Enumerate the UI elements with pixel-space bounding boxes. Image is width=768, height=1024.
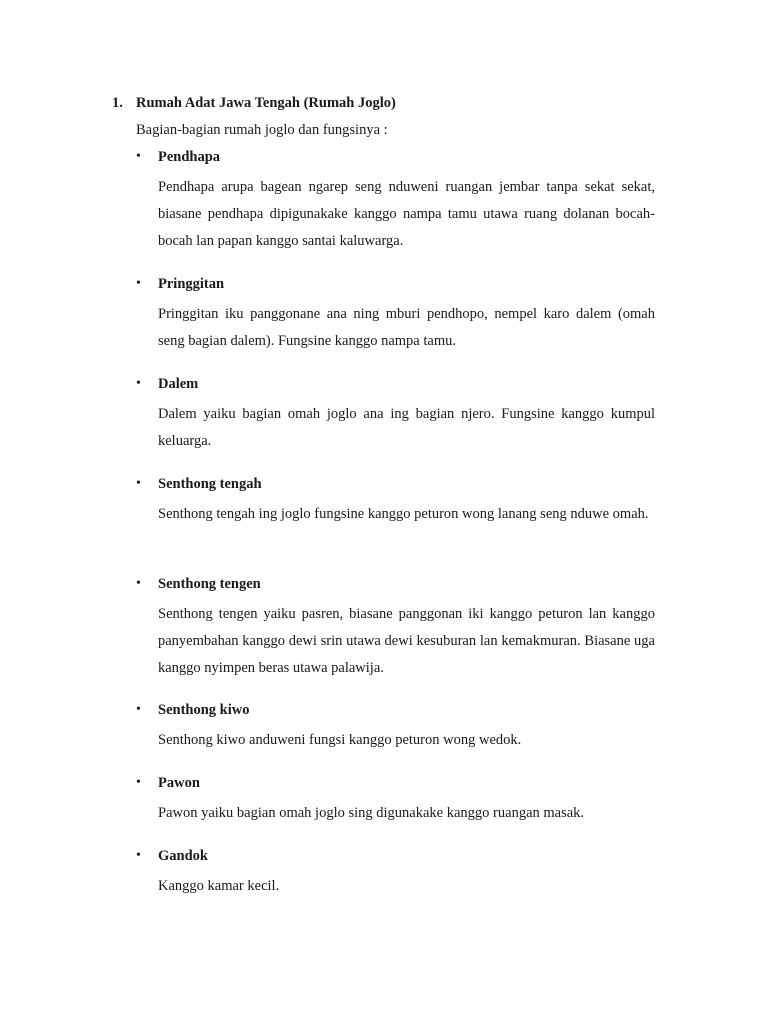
bullet-icon: •	[136, 276, 141, 291]
list-item-pringgitan	[136, 274, 656, 355]
list-item-senthong-tengah	[136, 474, 656, 528]
intro-text: Bagian-bagian rumah joglo dan fungsinya :	[136, 122, 388, 138]
bullet-icon: •	[136, 376, 141, 391]
item-description: Pringgitan iku panggonane ana ning mburi pendhopo, nempel karo dalem (omah seng bagian dalem). Fungsine kanggo nampa tamu.	[158, 306, 655, 349]
bullet-icon: •	[136, 702, 141, 717]
item-description: Pendhapa arupa bagean ngarep seng nduweni ruangan jembar tanpa sekat sekat, biasane pendhapa dipigunakake kanggo nampa tamu utawa ruang dolanan bocah-bocah lan papan kanggo santai kaluwarga.	[158, 179, 655, 249]
item-title: Dalem	[158, 376, 199, 392]
item-title: Gandok	[158, 848, 208, 864]
list-item-pendhapa	[136, 147, 656, 255]
item-title: Senthong kiwo	[158, 702, 250, 718]
item-description: Senthong kiwo anduweni fungsi kanggo peturon wong wedok.	[158, 732, 522, 748]
item-title: Pringgitan	[158, 276, 225, 292]
list-item-senthong-tengen	[136, 574, 656, 682]
list-item-senthong-kiwo	[136, 700, 656, 754]
item-title: Senthong tengen	[158, 576, 261, 592]
item-title: Senthong tengah	[158, 476, 262, 492]
bullet-icon: •	[136, 149, 141, 164]
bullet-icon: •	[136, 848, 141, 863]
item-description: Pawon yaiku bagian omah joglo sing digunakake kanggo ruangan masak.	[158, 805, 585, 821]
section-heading	[112, 93, 396, 113]
heading-text: Rumah Adat Jawa Tengah (Rumah Joglo)	[136, 95, 396, 111]
heading-number: 1.	[112, 95, 123, 111]
item-title: Pawon	[158, 775, 200, 791]
bullet-icon: •	[136, 576, 141, 591]
item-description: Kanggo kamar kecil.	[158, 878, 280, 894]
bullet-icon: •	[136, 775, 141, 790]
item-title: Pendhapa	[158, 149, 221, 165]
item-description: Dalem yaiku bagian omah joglo ana ing bagian njero. Fungsine kanggo kumpul keluarga.	[158, 406, 655, 449]
item-description: Senthong tengah ing joglo fungsine kanggo peturon wong lanang seng nduwe omah.	[158, 506, 649, 522]
bullet-icon: •	[136, 476, 141, 491]
list-item-gandok	[136, 846, 656, 900]
item-description: Senthong tengen yaiku pasren, biasane panggonan iki kanggo peturon lan kanggo panyembahan kanggo dewi srin utawa dewi kesuburan lan kemakmuran. Biasane uga kanggo nyimpen beras utawa palawija.	[158, 606, 655, 676]
list-item-pawon	[136, 773, 656, 827]
list-item-dalem	[136, 374, 656, 455]
